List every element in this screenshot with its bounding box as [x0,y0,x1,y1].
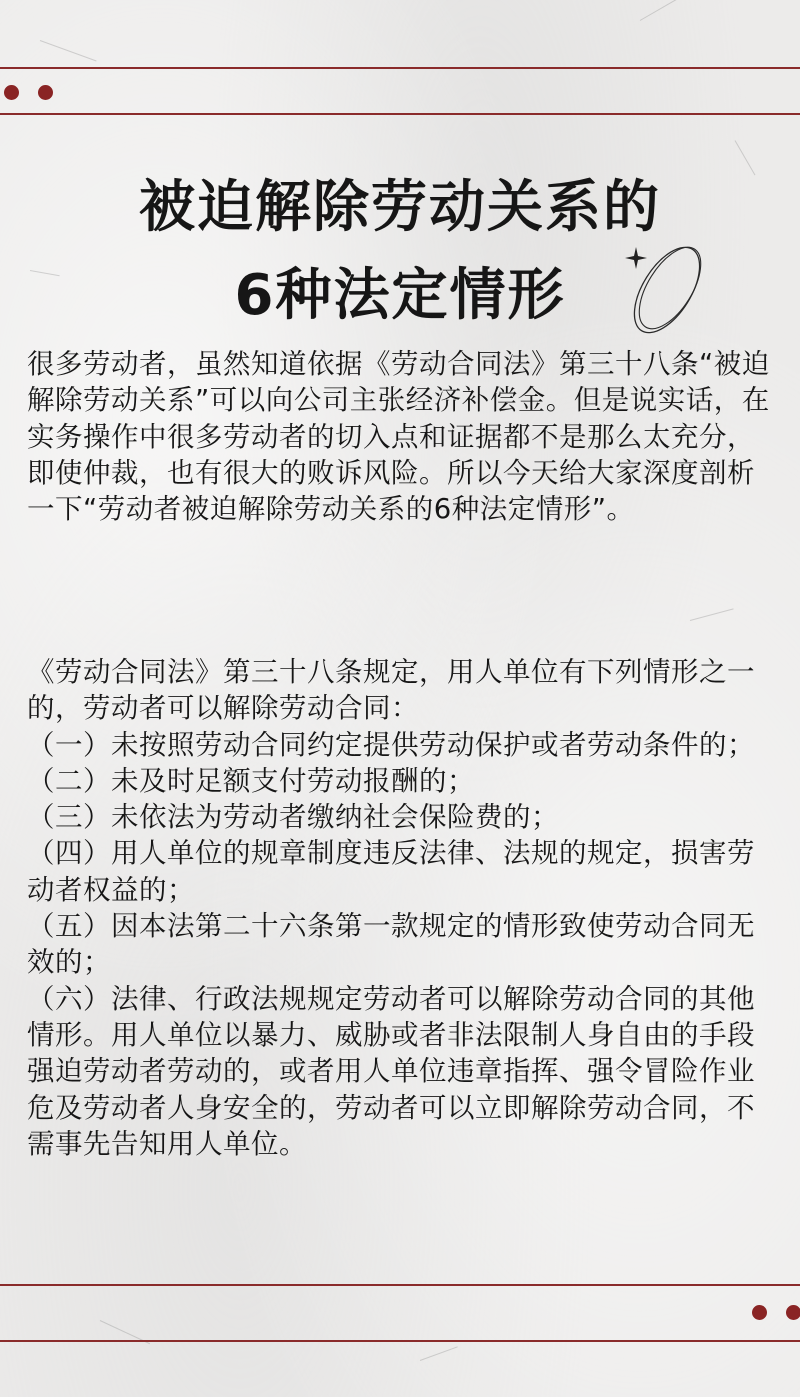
paper-fiber [690,608,734,621]
paper-fiber [735,140,756,175]
decor-dot [38,85,53,100]
paper-fiber [420,1346,458,1361]
paper-fiber [640,0,684,21]
decor-dot [752,1305,767,1320]
page-title-line-2: 6种法定情形 [234,263,566,328]
decor-dot [4,85,19,100]
top-rule-upper [0,67,800,69]
ellipse-ring-decoration [612,242,722,338]
law-item-1-2: （一）未按照劳动合同约定提供劳动保护或者劳动条件的；（二）未及时足额支付劳动报酬的； [27,728,755,797]
paper-fiber [40,40,97,61]
law-item-4: （四）用人单位的规章制度违反法律、法规的规定，损害劳动者权益的； [27,837,755,906]
intro-section [27,346,777,527]
law-item-3: （三）未依法为劳动者缴纳社会保险费的； [27,801,559,834]
law-item-5: （五）因本法第二十六条第一款规定的情形致使劳动合同无效的； [27,910,755,979]
bottom-rule-upper [0,1284,800,1286]
page-title-line-1: 被迫解除劳动关系的 [139,175,661,240]
decor-dot [786,1305,800,1320]
intro-paragraph: 很多劳动者，虽然知道依据《劳动合同法》第三十八条“被迫解除劳动关系”可以向公司主张经济补偿金。但是说实话，在实务操作中很多劳动者的切入点和证据都不是那么太充分，即使仲裁，也有很大的败诉风险。所以今天给大家深度剖析一下“劳动者被迫解除劳动关系的6种法定情形”。 [27,348,770,526]
bottom-rule-lower [0,1340,800,1342]
law-section [27,654,777,1162]
law-item-6: （六）法律、行政法规规定劳动者可以解除劳动合同的其他情形。用人单位以暴力、威胁或者非法限制人身自由的手段强迫劳动者劳动的，或者用人单位违章指挥、强令冒险作业危及劳动者人身安全的，劳动者可以立即解除劳动合同，不需事先告知用人单位。 [27,982,755,1160]
law-lead: 《劳动合同法》第三十八条规定，用人单位有下列情形之一的，劳动者可以解除劳动合同： [27,656,755,725]
top-rule-lower [0,113,800,115]
